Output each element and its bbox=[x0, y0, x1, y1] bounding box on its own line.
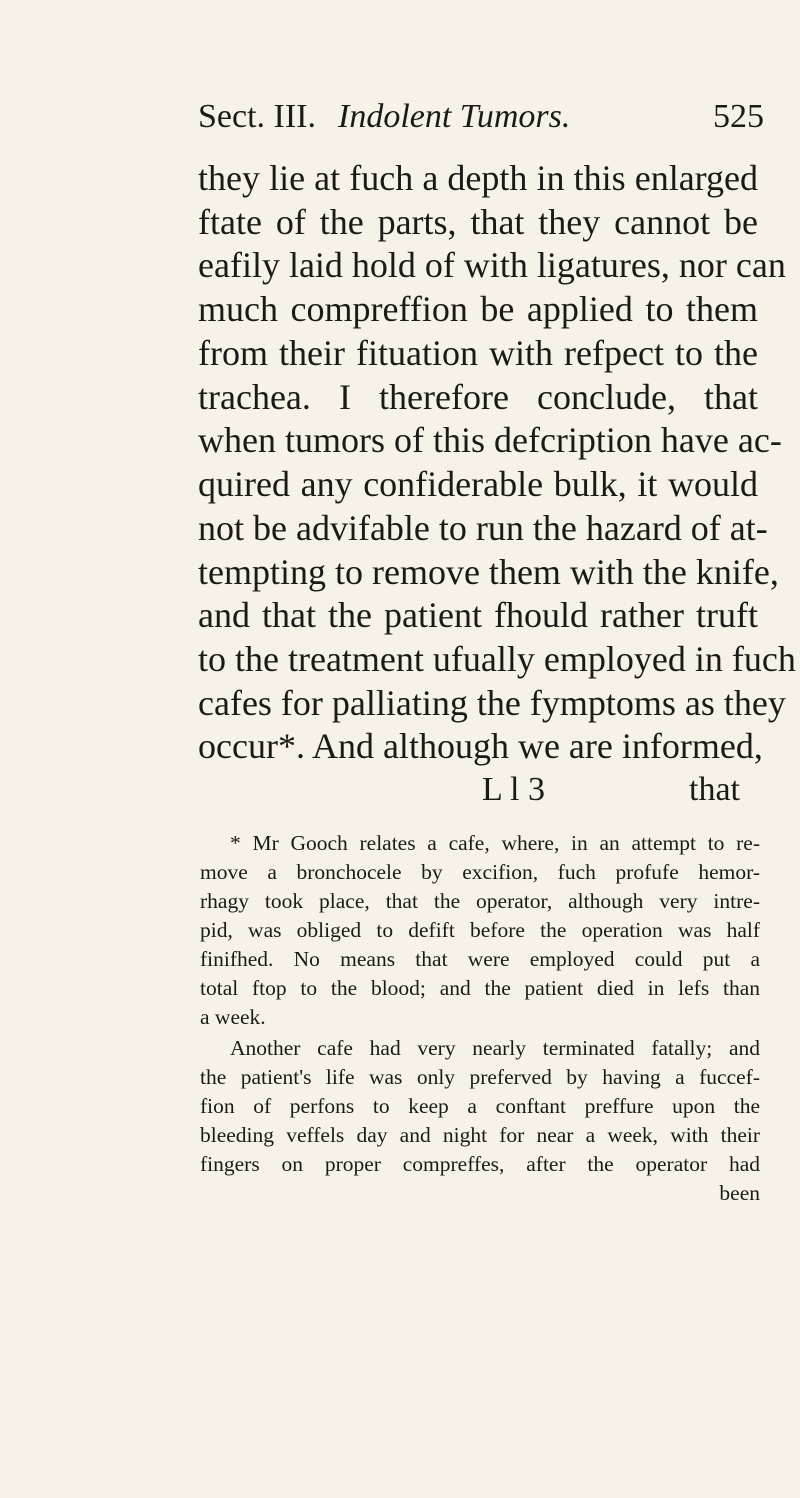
body-line: they lie at fuch a depth in this enlarged bbox=[198, 158, 758, 198]
footnote-line: fingers on proper compreffes, after the operator had bbox=[200, 1152, 760, 1176]
footnote-line: the patient's life was only preferved by having a fuccef- bbox=[200, 1065, 760, 1089]
footnote-line: * Mr Gooch relates a cafe, where, in an attempt to re- bbox=[230, 831, 760, 855]
footnote-line: Another cafe had very nearly terminated fatally; and bbox=[230, 1036, 760, 1060]
catchword: that bbox=[689, 771, 740, 808]
footnote-line: finifhed. No means that were employed could put a bbox=[200, 947, 760, 971]
body-line: not be advifable to run the hazard of at- bbox=[198, 508, 768, 548]
body-line: tempting to remove them with the knife, bbox=[198, 552, 779, 592]
body-line: to the treatment ufually employed in fuch bbox=[198, 639, 796, 679]
footnote-line: bleeding veffels day and night for near a week, with their bbox=[200, 1123, 760, 1147]
body-line: from their fituation with refpect to the bbox=[198, 333, 758, 373]
body-line: trachea. I therefore conclude, that bbox=[198, 377, 758, 417]
body-line: occur*. And although we are informed, bbox=[198, 726, 763, 766]
running-title: Indolent Tumors. bbox=[338, 98, 571, 135]
body-line: ftate of the parts, that they cannot be bbox=[198, 202, 758, 242]
section-number: Sect. III. bbox=[198, 98, 317, 135]
footnote-line: fion of perfons to keep a conftant preffure upon the bbox=[200, 1094, 760, 1118]
body-line: and that the patient fhould rather truft bbox=[198, 595, 758, 635]
footnote-line: total ftop to the blood; and the patient died in lefs than bbox=[200, 976, 760, 1000]
footnote-line: a week. bbox=[200, 1005, 266, 1029]
signature-line bbox=[198, 768, 758, 812]
body-line: cafes for palliating the fymptoms as they bbox=[198, 683, 786, 723]
footnote-line: pid, was obliged to defift before the operation was half bbox=[200, 918, 760, 942]
signature-mark: L l 3 bbox=[482, 771, 545, 808]
footnote-line: move a bronchocele by excifion, fuch profufe hemor- bbox=[200, 860, 760, 884]
footnote-line: been bbox=[719, 1181, 760, 1205]
page-number: 525 bbox=[713, 98, 764, 135]
body-line: eafily laid hold of with ligatures, nor can bbox=[198, 245, 786, 285]
body-line: much compreffion be applied to them bbox=[198, 289, 758, 329]
body-line: when tumors of this defcription have ac- bbox=[198, 420, 782, 460]
footnote-line: rhagy took place, that the operator, although very intre- bbox=[200, 889, 760, 913]
running-header bbox=[198, 92, 764, 142]
body-line: quired any confiderable bulk, it would bbox=[198, 464, 758, 504]
